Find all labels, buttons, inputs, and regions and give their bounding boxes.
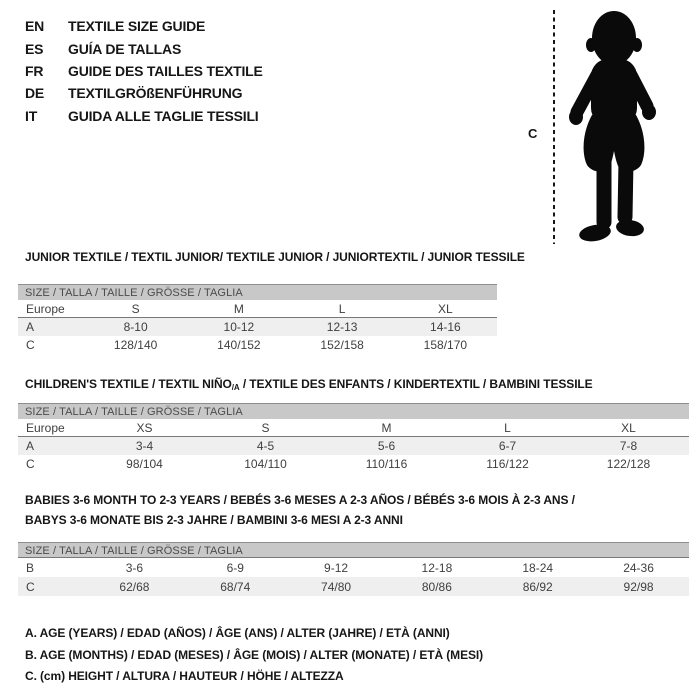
language-row [25, 60, 263, 82]
size-value-cell: 3-4 [135, 439, 154, 453]
size-value-cell: 5-6 [377, 439, 396, 453]
size-value-cell: 3-6 [125, 560, 144, 575]
children-size-table [18, 403, 689, 473]
footnote-c: C. (cm) HEIGHT / ALTURA / HAUTEUR / HÖHE / ALTEZZA [25, 669, 344, 683]
size-value-cell: 12-13 [326, 320, 358, 334]
size-value-cell: 68/74 [220, 579, 251, 594]
size-value-cell: 128/140 [113, 338, 158, 352]
children-title-sub: /A [231, 383, 240, 392]
size-header-bar: SIZE / TALLA / TAILLE / GRÖSSE / TAGLIA [18, 403, 689, 419]
size-value-cell: 18-24 [522, 560, 554, 575]
size-value-cell: M [233, 301, 244, 316]
row-label-cell: C [26, 338, 35, 352]
table-row-height [18, 455, 689, 473]
language-code: ES [25, 40, 44, 57]
size-value-cell: 6-7 [498, 439, 517, 453]
height-measure-line [553, 10, 555, 244]
row-label-cell: Europe [26, 420, 65, 435]
size-value-cell: 110/116 [365, 457, 408, 471]
row-label-cell: A [26, 320, 35, 334]
language-title: TEXTILE SIZE GUIDE [68, 18, 206, 35]
junior-size-table [18, 284, 497, 354]
size-value-cell: 62/68 [119, 579, 150, 594]
size-value-cell: 8-10 [123, 320, 148, 334]
children-section-title [25, 377, 593, 395]
size-value-cell: 104/110 [244, 457, 287, 471]
size-value-cell: 152/158 [320, 338, 364, 352]
table-row-europe [18, 419, 689, 437]
size-header-bar: SIZE / TALLA / TAILLE / GRÖSSE / TAGLIA [18, 542, 689, 558]
table-row-age [18, 437, 689, 455]
table-row-age-months [18, 558, 689, 577]
size-value-cell: 116/122 [486, 457, 529, 471]
size-value-cell: 14-16 [430, 320, 461, 334]
babies-title-line1: BABIES 3-6 MONTH TO 2-3 YEARS / BEBÉS 3-6 MESES A 2-3 AÑOS / BÉBÉS 3-6 MOIS À 2-3 ANS / [25, 493, 575, 507]
row-label-cell: Europe [26, 301, 65, 316]
size-value-cell: S [131, 301, 140, 316]
height-measure-label: C [528, 126, 538, 141]
footnote-a: A. AGE (YEARS) / EDAD (AÑOS) / ÂGE (ANS) / ALTER (JAHRE) / ETÀ (ANNI) [25, 626, 450, 640]
language-title: GUIDA ALLE TAGLIE TESSILI [68, 107, 259, 124]
language-code: FR [25, 62, 44, 79]
language-row [25, 82, 263, 104]
size-value-cell: S [261, 420, 270, 435]
row-label-cell: C [26, 579, 35, 594]
size-value-cell: 140/152 [217, 338, 261, 352]
table-row-age [18, 318, 497, 336]
babies-section-title [25, 491, 685, 530]
babies-title-line2: BABYS 3-6 MONATE BIS 2-3 JAHRE / BAMBINI 3-6 MESI A 2-3 ANNI [25, 512, 403, 527]
size-value-cell: 158/170 [423, 338, 468, 352]
language-row [25, 37, 263, 59]
size-value-cell: L [504, 420, 511, 435]
row-label-cell: C [26, 457, 35, 471]
size-value-cell: 4-5 [256, 439, 275, 453]
size-value-cell: 10-12 [223, 320, 255, 334]
size-value-cell: XL [438, 301, 453, 316]
size-value-cell: 74/80 [321, 579, 352, 594]
size-value-cell: L [338, 301, 346, 316]
table-row-height [18, 577, 689, 596]
size-value-cell: 24-36 [623, 560, 654, 575]
language-row [25, 15, 263, 37]
language-title: GUIDE DES TAILLES TEXTILE [68, 62, 263, 79]
size-value-cell: XL [621, 420, 636, 435]
table-row-height [18, 336, 497, 354]
row-label-cell: B [26, 560, 35, 575]
footnote-b: B. AGE (MONTHS) / EDAD (MESES) / ÂGE (MOIS) / ALTER (MONATE) / ETÀ (MESI) [25, 647, 484, 662]
size-value-cell: 12-18 [421, 560, 453, 575]
babies-size-table [18, 542, 689, 596]
language-title: TEXTILGRÖßENFÜHRUNG [68, 85, 243, 102]
size-value-cell: 80/86 [421, 579, 452, 594]
language-code: DE [25, 85, 45, 102]
size-value-cell: 122/128 [606, 457, 651, 471]
language-code: IT [25, 107, 38, 124]
size-value-cell: 6-9 [226, 560, 244, 575]
language-title: GUÍA DE TALLAS [68, 40, 182, 57]
size-value-cell: 92/98 [623, 579, 654, 594]
size-value-cell: M [381, 420, 392, 435]
children-title-main: CHILDREN'S TEXTILE / TEXTIL NIÑO [25, 377, 232, 391]
size-value-cell: 9-12 [324, 560, 349, 575]
language-code: EN [25, 18, 45, 35]
toddler-silhouette-icon [564, 9, 666, 245]
language-list [25, 15, 263, 127]
size-header-bar: SIZE / TALLA / TAILLE / GRÖSSE / TAGLIA [18, 284, 497, 300]
language-row [25, 105, 263, 127]
row-label-cell: A [26, 439, 35, 453]
children-title-rest: / TEXTILE DES ENFANTS / KINDERTEXTIL / BAMBINI TESSILE [239, 377, 593, 391]
junior-section-title: JUNIOR TEXTILE / TEXTIL JUNIOR/ TEXTILE JUNIOR / JUNIORTEXTIL / JUNIOR TESSILE [25, 250, 525, 264]
table-row-europe [18, 300, 497, 318]
size-value-cell: 7-8 [619, 439, 638, 453]
footnotes [25, 626, 483, 691]
size-value-cell: 98/104 [126, 457, 163, 471]
size-value-cell: XS [136, 420, 153, 435]
size-value-cell: 86/92 [522, 579, 553, 594]
